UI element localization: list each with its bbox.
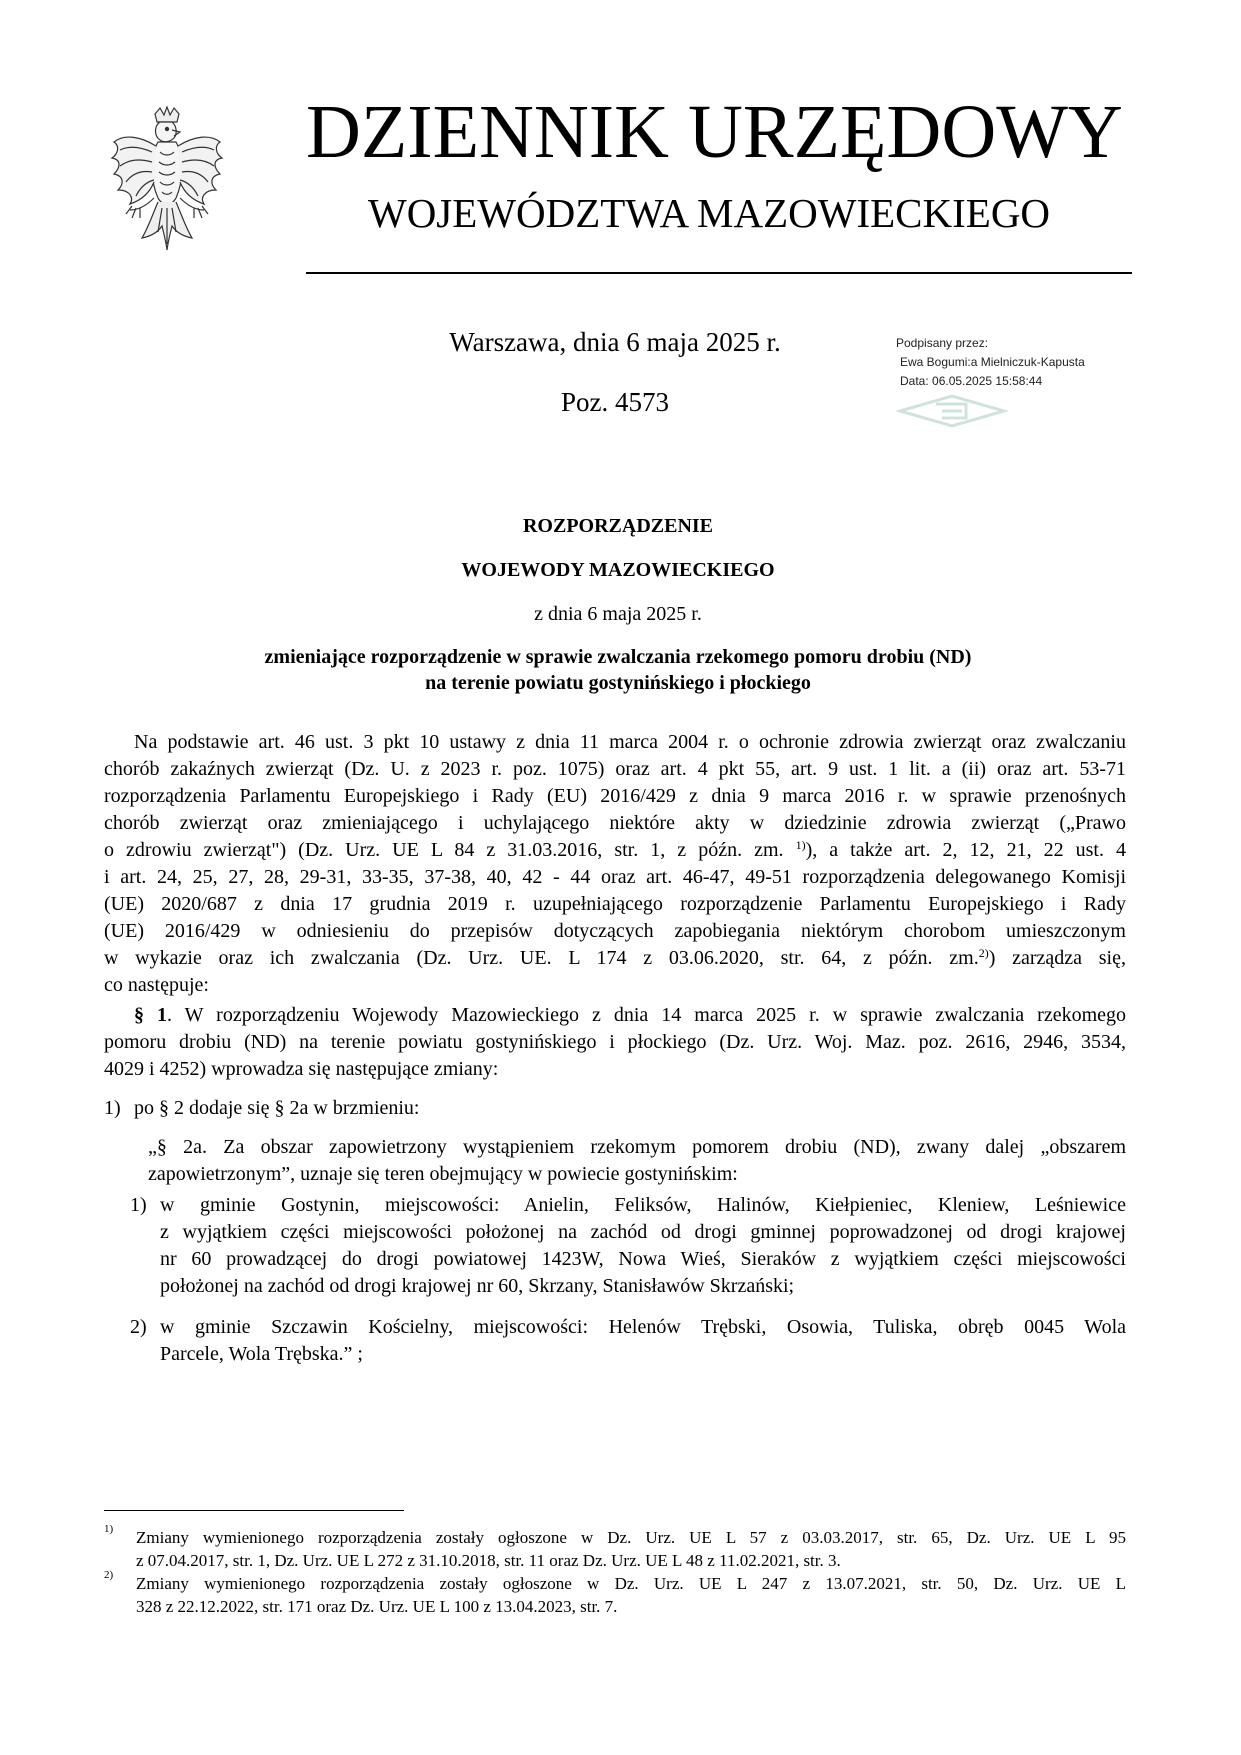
footnote-divider xyxy=(104,1510,404,1511)
list-item-line: Parcele, Wola Trębska.” ; xyxy=(160,1343,363,1365)
section-line: 4029 i 4252) wprowadza się następujące zmiany: xyxy=(104,1058,499,1080)
preamble-text: o zdrowiu zwierząt") (Dz. Urz. UE L 84 z 31.03.2016, str. 1, z późn. zm. xyxy=(104,839,784,861)
footnote-ref-2: 2) xyxy=(978,946,989,960)
preamble-text: w wykazie oraz ich zwalczania (Dz. Urz. UE. L 174 z 03.06.2020, str. 64, z późn. zm. xyxy=(104,947,979,969)
section-text: . W rozporządzeniu Wojewody Mazowieckiego z dnia 14 marca 2025 r. w sprawie zwalczania rzekomego xyxy=(167,1004,1127,1026)
point-line xyxy=(104,1095,1126,1122)
position-number: Poz. 4573 xyxy=(561,387,669,417)
footnote-line: Zmiany wymienionego rozporządzenia zostały ogłoszone w Dz. Urz. UE L 57 z 03.03.2017, str. 65, Dz. Urz. UE L 95 xyxy=(136,1528,1126,1547)
act-subject-line: na terenie powiatu gostynińskiego i płockiego xyxy=(425,672,811,694)
preamble-line: rozporządzenia Parlamentu Europejskiego i Rady (EU) 2016/429 z dnia 9 marca 2016 r. w sprawie przenośnych xyxy=(104,785,1126,807)
polish-eagle-icon xyxy=(108,106,226,262)
footnote-mark: 1) xyxy=(104,1523,114,1535)
preamble-line: co następuje: xyxy=(104,974,209,996)
preamble xyxy=(104,729,1126,999)
issue-date: Warszawa, dnia 6 maja 2025 r. xyxy=(449,327,781,357)
point-number: 1) xyxy=(104,1097,121,1119)
quoted-paragraph xyxy=(148,1134,1126,1188)
section-label: § 1 xyxy=(134,1004,168,1026)
list-item-line: położonej na zachód od drogi krajowej nr 60, Skrzany, Stanisławów Skrzański; xyxy=(160,1275,795,1297)
preamble-line: Na podstawie art. 46 ust. 3 pkt 10 ustawy z dnia 11 marca 2004 r. o ochronie zdrowia zwierząt oraz zwalczaniu xyxy=(134,731,1126,753)
act-type: ROZPORZĄDZENIE xyxy=(522,515,714,537)
section-line: pomoru drobiu (ND) na terenie powiatu gostynińskiego i płockiego (Dz. Urz. Woj. Maz. poz. 2616, 2946, 3534, xyxy=(104,1031,1126,1053)
journal-subtitle: WOJEWÓDZTWA MAZOWIECKIEGO xyxy=(368,190,1051,236)
footnote-line: Zmiany wymienionego rozporządzenia zostały ogłoszone w Dz. Urz. UE L 247 z 13.07.2021, str. 50, Dz. Urz. UE L xyxy=(136,1574,1126,1593)
preamble-text: ), a także art. 2, 12, 21, 22 ust. 4 xyxy=(805,839,1126,861)
footnote-line: 328 z 22.12.2022, str. 171 oraz Dz. Urz. UE L 100 z 13.04.2023, str. 7. xyxy=(136,1597,618,1616)
signature-label: Podpisany przez: xyxy=(896,336,989,350)
section-line xyxy=(104,1002,1126,1029)
list-item-line: nr 60 prowadzącej do drogi powiatowej 1423W, Nowa Wieś, Sieraków z wyjątkiem części miejscowości xyxy=(160,1248,1126,1270)
footnote-line: z 07.04.2017, str. 1, Dz. Urz. UE L 272 z 31.10.2018, str. 11 oraz Dz. Urz. UE L 48 z 11.02.2021, str. 3. xyxy=(136,1551,841,1570)
list-item-number: 2) xyxy=(130,1316,147,1338)
quote-line: zapowietrzonym”, uznaje się teren obejmujący w powiecie gostynińskim: xyxy=(148,1163,738,1185)
footnote-mark: 2) xyxy=(104,1569,114,1581)
preamble-text: ) zarządza się, xyxy=(988,947,1126,969)
electronic-signature xyxy=(896,334,1116,391)
act-date: z dnia 6 maja 2025 r. xyxy=(534,603,702,625)
footnote-ref-1: 1) xyxy=(795,838,806,852)
point-text: po § 2 dodaje się § 2a w brzmieniu: xyxy=(134,1097,420,1119)
header-divider xyxy=(306,272,1132,274)
preamble-line: chorób zakaźnych zwierząt (Dz. U. z 2023 r. poz. 1075) oraz art. 4 pkt 55, art. 9 ust. 1 lit. a (ii) oraz art. 53-71 xyxy=(104,758,1126,780)
point-1 xyxy=(104,1095,1126,1122)
act-subject xyxy=(120,644,1116,696)
journal-title: DZIENNIK URZĘDOWY xyxy=(306,90,1123,174)
act-subject-line: zmieniające rozporządzenie w sprawie zwalczania rzekomego pomoru drobiu (ND) xyxy=(264,646,972,668)
preamble-line: chorób zwierząt oraz zmieniającego i uchylającego niektóre akty w dziedzinie zdrowia zwierząt („Prawo xyxy=(104,812,1126,834)
list-item-line: z wyjątkiem części miejscowości położonej na zachód od drogi gminnej poprowadzonej od drogi krajowej xyxy=(160,1221,1126,1243)
signature-logo-icon xyxy=(896,394,1008,428)
signature-name: Ewa Bogumi:a Mielniczuk-Kapusta xyxy=(900,355,1085,369)
list-item-number: 1) xyxy=(130,1194,147,1216)
act-authority: WOJEWODY MAZOWIECKIEGO xyxy=(461,559,775,581)
preamble-line: i art. 24, 25, 27, 28, 29-31, 33-35, 37-38, 40, 42 - 44 oraz art. 46-47, 49-51 rozporządzenia delegowanego Komisji xyxy=(104,866,1126,888)
list-item-line: w gminie Szczawin Kościelny, miejscowości: Helenów Trębski, Osowia, Tuliska, obręb 0045 Wola xyxy=(160,1316,1126,1338)
section-1 xyxy=(104,1002,1126,1083)
signature-date: Data: 06.05.2025 15:58:44 xyxy=(900,374,1043,388)
preamble-line xyxy=(104,945,1126,972)
quote-line: „§ 2a. Za obszar zapowietrzony wystąpieniem rzekomym pomorem drobiu (ND), zwany dalej „obszarem xyxy=(148,1136,1126,1158)
list-item-line: w gminie Gostynin, miejscowości: Anielin, Feliksów, Halinów, Kiełpieniec, Kleniew, Leśniewice xyxy=(160,1194,1126,1216)
preamble-line: (UE) 2020/687 z dnia 17 grudnia 2019 r. uzupełniającego rozporządzenie Parlamentu Europejskiego i Rady xyxy=(104,893,1126,915)
preamble-line xyxy=(104,837,1126,864)
preamble-line: (UE) 2016/429 w odniesieniu do przepisów dotyczących zapobiegania niektórym chorobom umieszczonym xyxy=(104,920,1126,942)
